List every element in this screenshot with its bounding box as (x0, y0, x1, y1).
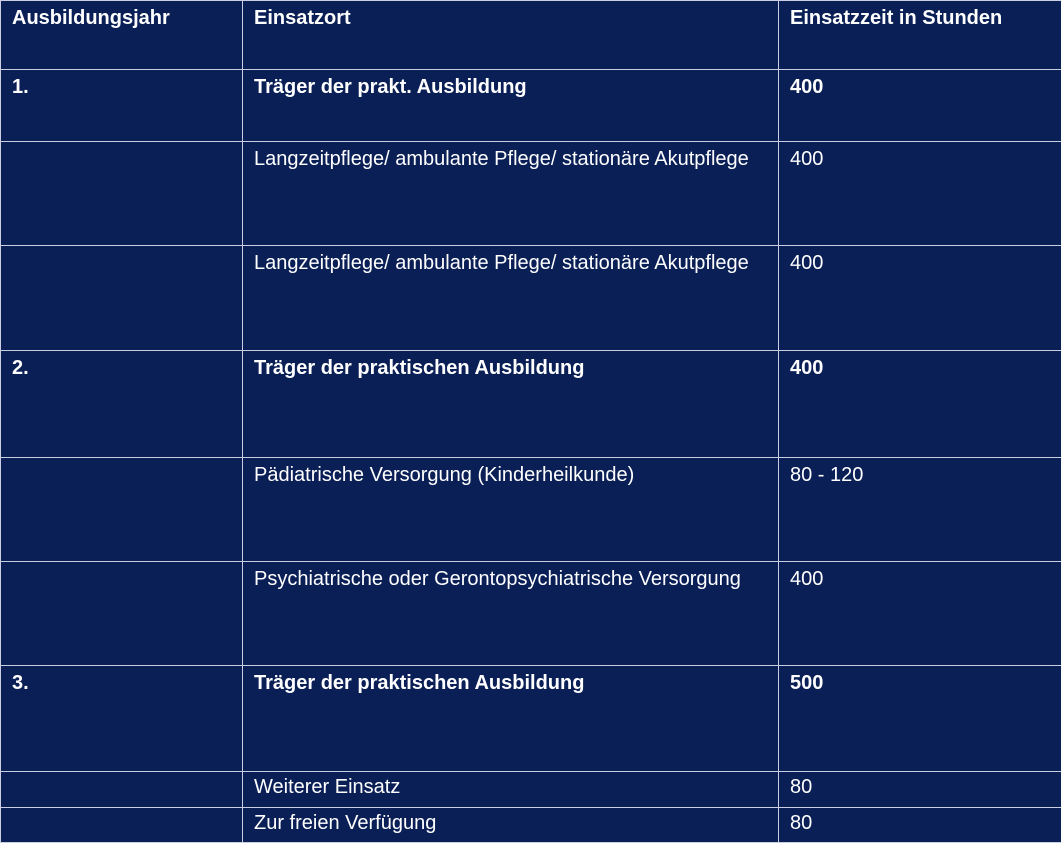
cell-year (1, 562, 243, 666)
cell-place: Pädiatrische Versorgung (Kinderheilkunde) (243, 458, 779, 562)
cell-place: Träger der prakt. Ausbildung (243, 70, 779, 142)
cell-place: Psychiatrische oder Gerontopsychiatrische Versorgung (243, 562, 779, 666)
cell-year (1, 246, 243, 351)
table-row (1, 666, 1061, 772)
table-row (1, 142, 1061, 246)
header-place: Einsatzort (243, 1, 779, 70)
cell-hours: 400 (779, 562, 1061, 666)
cell-place: Langzeitpflege/ ambulante Pflege/ stationäre Akutpflege (243, 142, 779, 246)
cell-year (1, 458, 243, 562)
table-row (1, 562, 1061, 666)
cell-hours: 400 (779, 142, 1061, 246)
cell-year: 3. (1, 666, 243, 772)
cell-hours: 80 - 120 (779, 458, 1061, 562)
table-row (1, 351, 1061, 458)
cell-year (1, 772, 243, 808)
cell-year: 2. (1, 351, 243, 458)
cell-hours: 80 (779, 808, 1061, 843)
header-year: Ausbildungsjahr (1, 1, 243, 70)
table-row (1, 808, 1061, 843)
cell-place: Träger der praktischen Ausbildung (243, 351, 779, 458)
cell-place: Träger der praktischen Ausbildung (243, 666, 779, 772)
table-row (1, 70, 1061, 142)
table-row (1, 246, 1061, 351)
table-row (1, 772, 1061, 808)
cell-hours: 500 (779, 666, 1061, 772)
cell-place: Weiterer Einsatz (243, 772, 779, 808)
cell-hours: 400 (779, 351, 1061, 458)
header-row (1, 1, 1061, 70)
cell-hours: 400 (779, 70, 1061, 142)
cell-year (1, 142, 243, 246)
cell-hours: 400 (779, 246, 1061, 351)
table-row (1, 458, 1061, 562)
cell-year: 1. (1, 70, 243, 142)
header-hours: Einsatzzeit in Stunden (779, 1, 1061, 70)
cell-hours: 80 (779, 772, 1061, 808)
cell-place: Langzeitpflege/ ambulante Pflege/ stationäre Akutpflege (243, 246, 779, 351)
cell-place: Zur freien Verfügung (243, 808, 779, 843)
cell-year (1, 808, 243, 843)
